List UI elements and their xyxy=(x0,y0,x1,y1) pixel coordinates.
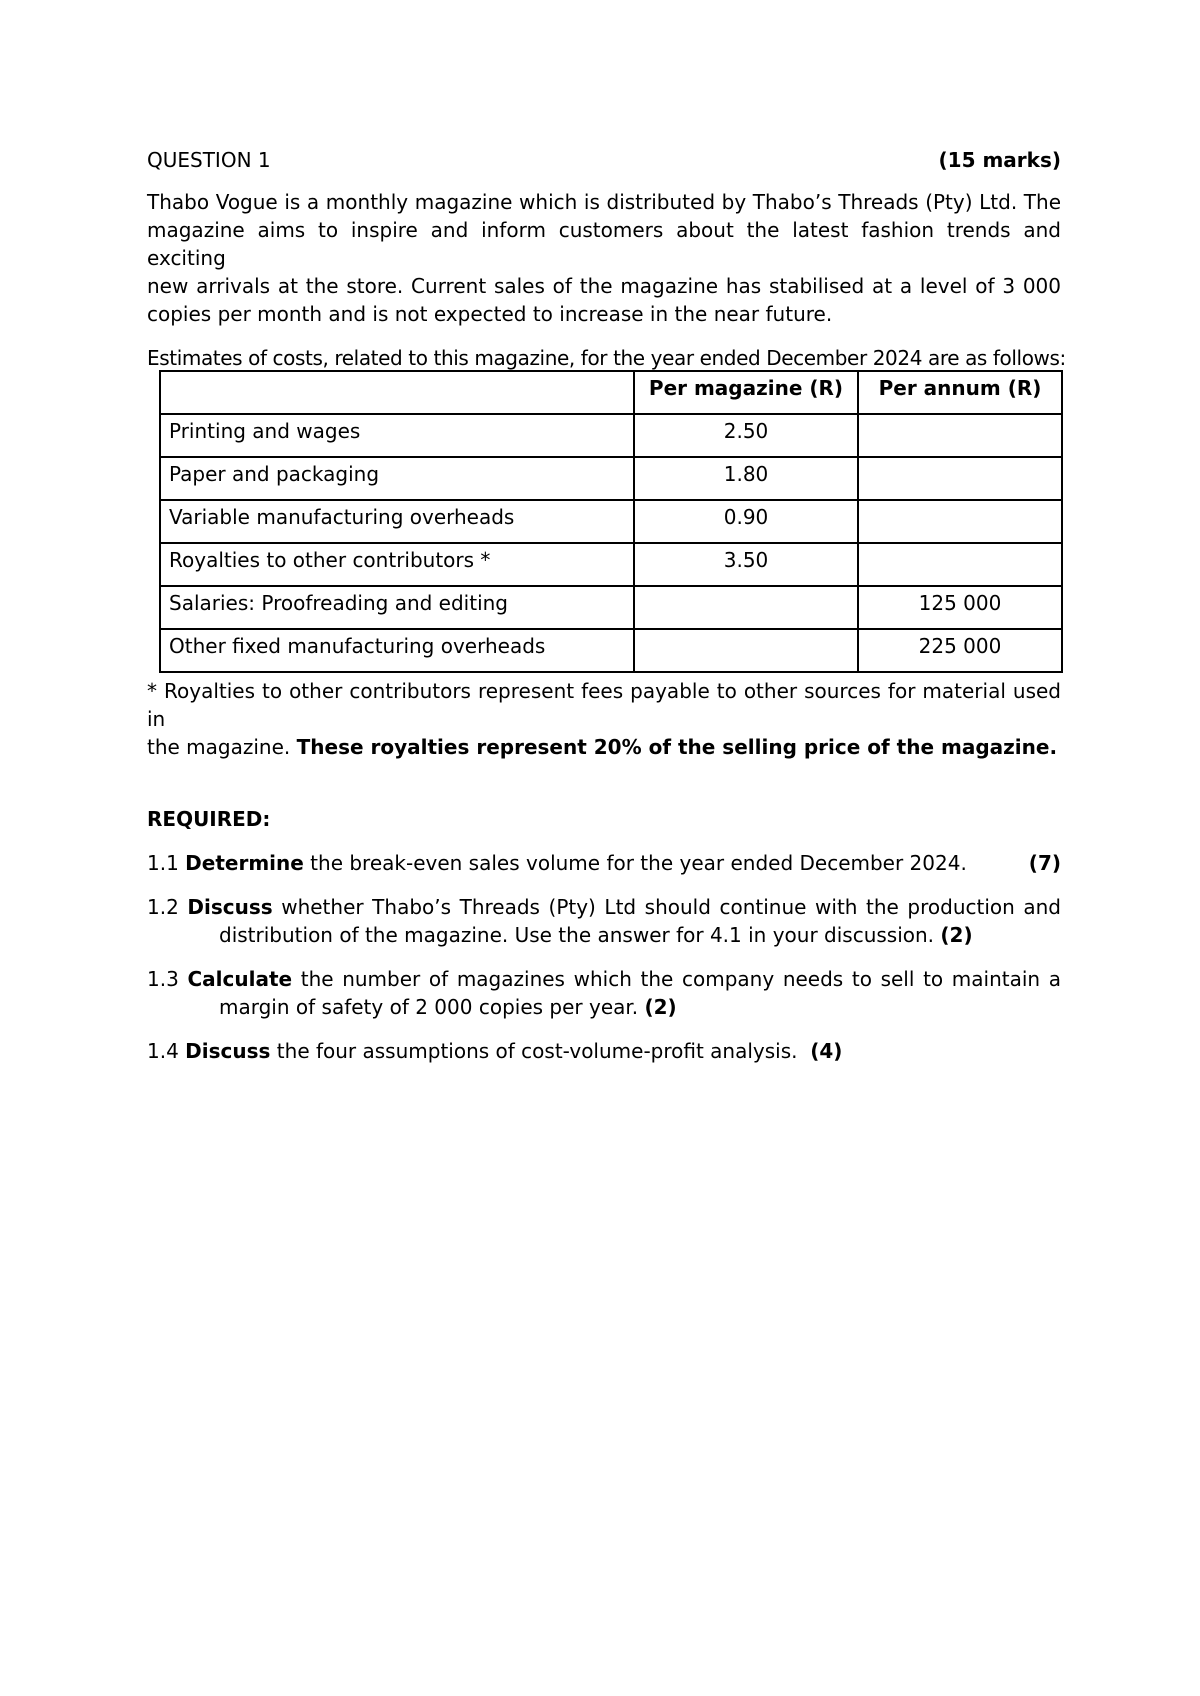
footnote-bold-text: These royalties represent 20% of the selling price of the magazine. xyxy=(296,735,1058,759)
intro-line: copies per month and is not expected to increase in the near future. xyxy=(147,302,833,326)
required-item-body: distribution of the magazine. Use the answer for 4.1 in your discussion. xyxy=(219,923,941,947)
required-item-1-2 xyxy=(147,893,1061,949)
header-cell-item xyxy=(160,371,634,414)
required-item-1-4 xyxy=(147,1037,1061,1065)
table-row xyxy=(160,414,1062,457)
required-item-verb: Discuss xyxy=(187,895,273,919)
required-item-body: margin of safety of 2 000 copies per year. xyxy=(219,995,645,1019)
cell-per-annum: 225 000 xyxy=(858,629,1062,672)
intro-paragraph xyxy=(147,188,1061,328)
required-item-line xyxy=(147,1037,1061,1065)
table-lead-text: Estimates of costs, related to this magazine, for the year ended December 2024 are as follows: xyxy=(147,346,1066,370)
required-item-marks: (7) xyxy=(1028,851,1061,875)
table-header-row xyxy=(160,371,1062,414)
intro-line: Thabo Vogue is a monthly magazine which is distributed by Thabo’s Threads (Pty) Ltd. The xyxy=(147,190,1061,214)
required-item-verb: Discuss xyxy=(185,1039,271,1063)
required-item-number: 1.4 xyxy=(147,1039,179,1063)
required-item-marks: (2) xyxy=(644,995,677,1019)
cost-table xyxy=(159,370,1063,673)
required-item-body: the break-even sales volume for the year ended December 2024. xyxy=(303,851,967,875)
required-item-body: whether Thabo’s Threads (Pty) Ltd should continue with the production and xyxy=(272,895,1062,919)
table-row xyxy=(160,543,1062,586)
cell-item: Salaries: Proofreading and editing xyxy=(160,586,634,629)
required-item-body: the number of magazines which the company needs to sell to maintain a xyxy=(292,967,1061,991)
required-item-marks: (2) xyxy=(940,923,973,947)
required-item-verb: Determine xyxy=(185,851,304,875)
cell-per-magazine: 3.50 xyxy=(634,543,858,586)
footnote xyxy=(147,677,1061,761)
question-marks: (15 marks) xyxy=(938,148,1061,172)
document-page xyxy=(147,146,1066,1065)
footnote-plain-text: the magazine. xyxy=(147,735,297,759)
cell-per-annum xyxy=(858,457,1062,500)
header-cell-per-magazine: Per magazine (R) xyxy=(634,371,858,414)
required-item-1-3 xyxy=(147,965,1061,1021)
required-item-body: the four assumptions of cost-volume-profit analysis. xyxy=(270,1039,811,1063)
required-item-verb: Calculate xyxy=(187,967,293,991)
question-header xyxy=(147,146,1061,174)
cell-per-magazine: 1.80 xyxy=(634,457,858,500)
required-item-1-1 xyxy=(147,849,1061,877)
cell-per-magazine xyxy=(634,629,858,672)
required-item-line xyxy=(147,993,1061,1021)
required-item-line xyxy=(147,893,1061,921)
question-title: QUESTION 1 xyxy=(147,148,271,172)
required-item-number: 1.3 xyxy=(147,967,179,991)
required-heading: REQUIRED: xyxy=(147,807,271,831)
intro-line: new arrivals at the store. Current sales of the magazine has stabilised at a level of 3 000 xyxy=(147,274,1061,298)
cell-item: Printing and wages xyxy=(160,414,634,457)
required-item-number: 1.2 xyxy=(147,895,179,919)
footnote-line: * Royalties to other contributors represent fees payable to other sources for material used in xyxy=(147,679,1061,731)
cell-per-magazine xyxy=(634,586,858,629)
cell-per-magazine: 0.90 xyxy=(634,500,858,543)
table-row xyxy=(160,629,1062,672)
required-item-number: 1.1 xyxy=(147,851,179,875)
cell-item: Paper and packaging xyxy=(160,457,634,500)
required-item-line xyxy=(147,849,1061,877)
table-row xyxy=(160,500,1062,543)
required-item-line xyxy=(147,921,1061,949)
required-item-marks: (4) xyxy=(810,1039,843,1063)
cell-item: Variable manufacturing overheads xyxy=(160,500,634,543)
table-row xyxy=(160,586,1062,629)
cell-per-annum xyxy=(858,500,1062,543)
footnote-line xyxy=(147,733,1061,761)
cell-per-magazine: 2.50 xyxy=(634,414,858,457)
required-item-text xyxy=(147,849,967,877)
intro-line: magazine aims to inspire and inform customers about the latest fashion trends and exciting xyxy=(147,218,1061,270)
cell-per-annum xyxy=(858,543,1062,586)
table-row xyxy=(160,457,1062,500)
header-cell-per-annum: Per annum (R) xyxy=(858,371,1062,414)
cell-per-annum: 125 000 xyxy=(858,586,1062,629)
cell-item: Royalties to other contributors * xyxy=(160,543,634,586)
cell-per-annum xyxy=(858,414,1062,457)
cell-item: Other fixed manufacturing overheads xyxy=(160,629,634,672)
required-item-line xyxy=(147,965,1061,993)
